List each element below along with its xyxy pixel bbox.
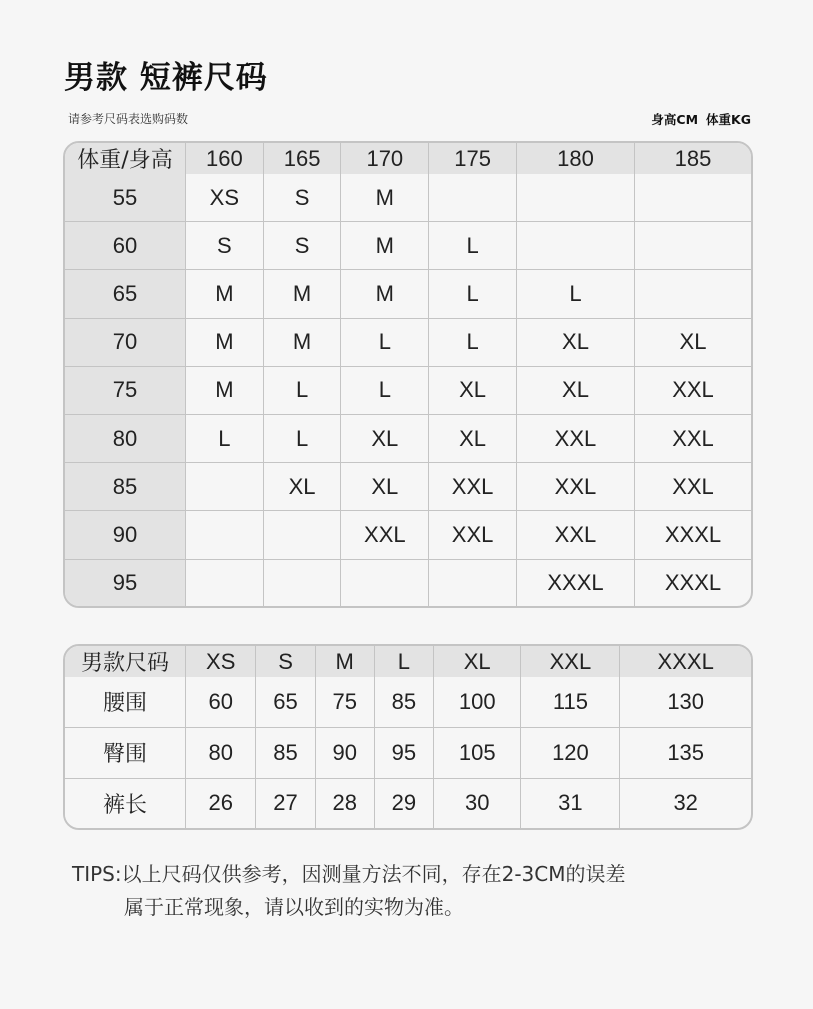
size-cell: M <box>341 174 429 222</box>
size-cell: XXL <box>517 511 635 559</box>
measurement-cell: 80 <box>186 728 256 779</box>
size-cell: XXL <box>341 511 429 559</box>
measurement-header-row <box>65 646 751 677</box>
measurement-cell: 100 <box>434 677 522 728</box>
size-header: S <box>256 646 315 677</box>
size-cell <box>264 560 342 607</box>
weight-label: 90 <box>65 511 186 559</box>
size-cell <box>186 511 264 559</box>
height-header: 160 <box>186 143 264 174</box>
weight-label: 80 <box>65 415 186 463</box>
measurement-cell: 28 <box>316 779 375 828</box>
size-cell: S <box>264 222 342 270</box>
size-cell: M <box>341 270 429 318</box>
size-chart-row <box>65 463 751 511</box>
size-cell <box>264 511 342 559</box>
subtitle-note: 请参考尺码表选购码数 <box>68 112 189 126</box>
measurement-cell: 85 <box>256 728 315 779</box>
size-cell: XL <box>429 367 517 415</box>
measurement-label: 裤长 <box>65 779 186 828</box>
height-header: 170 <box>341 143 429 174</box>
size-cell: L <box>429 270 517 318</box>
tips-line-2: 属于正常现象，请以收到的实物为准。 <box>124 895 464 919</box>
measurement-cell: 95 <box>375 728 434 779</box>
size-cell: L <box>341 367 429 415</box>
measurement-cell: 120 <box>521 728 620 779</box>
size-cell: XS <box>186 174 264 222</box>
size-cell: XXXL <box>635 511 751 559</box>
weight-label: 55 <box>65 174 186 222</box>
size-cell: L <box>264 415 342 463</box>
size-cell: XXL <box>517 415 635 463</box>
height-header: 180 <box>517 143 635 174</box>
measurement-row <box>65 728 751 779</box>
size-cell <box>341 560 429 607</box>
size-header: M <box>316 646 375 677</box>
size-header: XXL <box>521 646 620 677</box>
measurement-cell: 26 <box>186 779 256 828</box>
measurement-cell: 85 <box>375 677 434 728</box>
size-cell: XXL <box>517 463 635 511</box>
height-header: 165 <box>264 143 342 174</box>
size-cell: XXL <box>429 463 517 511</box>
size-cell <box>635 174 751 222</box>
measurement-corner-header: 男款尺码 <box>65 646 186 677</box>
weight-unit-label: 体重KG <box>706 112 751 127</box>
tips-line-1: TIPS:以上尺码仅供参考，因测量方法不同，存在2-3CM的误差 <box>72 862 626 886</box>
size-cell: XL <box>517 367 635 415</box>
size-cell: S <box>264 174 342 222</box>
size-cell: XL <box>264 463 342 511</box>
height-header: 175 <box>429 143 517 174</box>
size-cell: L <box>429 319 517 367</box>
size-cell: XXXL <box>664 569 722 595</box>
size-cell: XXL <box>635 367 751 415</box>
size-cell: L <box>264 367 342 415</box>
measurement-table <box>63 644 753 830</box>
size-chart-row <box>65 367 751 415</box>
measurement-cell: 105 <box>434 728 522 779</box>
size-chart-row <box>65 415 751 463</box>
size-chart-row <box>65 222 751 270</box>
size-chart-row <box>65 319 751 367</box>
size-header: L <box>375 646 434 677</box>
weight-label: 95 <box>65 560 186 607</box>
tips-note <box>72 858 626 924</box>
size-cell: XL <box>341 463 429 511</box>
size-cell: L <box>517 270 635 318</box>
size-cell <box>429 174 517 222</box>
size-cell <box>186 463 264 511</box>
size-cell: XXL <box>429 511 517 559</box>
measurement-cell: 65 <box>256 677 315 728</box>
measurement-row <box>65 779 751 828</box>
size-cell: L <box>429 222 517 270</box>
measurement-cell: 90 <box>316 728 375 779</box>
measurement-cell: 135 <box>620 728 751 779</box>
measurement-row <box>65 677 751 728</box>
size-cell: L <box>186 415 264 463</box>
measurement-label: 臀围 <box>65 728 186 779</box>
size-chart-table <box>63 141 753 608</box>
size-chart-row <box>65 270 751 318</box>
size-cell: M <box>186 319 264 367</box>
measurement-cell: 115 <box>521 677 620 728</box>
size-cell: M <box>264 270 342 318</box>
size-header: XL <box>434 646 522 677</box>
size-cell: XXL <box>635 463 751 511</box>
size-cell: XL <box>429 415 517 463</box>
size-cell <box>186 560 264 607</box>
measurement-cell: 130 <box>620 677 751 728</box>
weight-label: 75 <box>65 367 186 415</box>
measurement-cell: 29 <box>375 779 434 828</box>
size-cell: XL <box>635 319 751 367</box>
weight-label: 65 <box>65 270 186 318</box>
size-cell: S <box>186 222 264 270</box>
size-cell: M <box>186 270 264 318</box>
size-cell <box>635 270 751 318</box>
size-cell <box>635 222 751 270</box>
size-cell: XXL <box>635 415 751 463</box>
measurement-cell: 31 <box>521 779 620 828</box>
size-cell: M <box>186 367 264 415</box>
measurement-cell: 75 <box>316 677 375 728</box>
size-chart-corner-header: 体重/身高 <box>65 143 186 174</box>
height-unit-label: 身高CM <box>651 112 699 127</box>
weight-label: 70 <box>65 319 186 367</box>
measurement-cell: 27 <box>256 779 315 828</box>
measurement-label: 腰围 <box>65 677 186 728</box>
size-chart-row <box>65 174 751 222</box>
size-header: XXXL <box>620 646 751 677</box>
size-chart-row <box>65 511 751 559</box>
measurement-cell: 30 <box>434 779 522 828</box>
size-cell: L <box>341 319 429 367</box>
size-chart-header-row <box>65 143 751 174</box>
weight-label: 60 <box>65 222 186 270</box>
size-cell <box>429 560 517 607</box>
size-cell <box>517 174 635 222</box>
size-cell: M <box>264 319 342 367</box>
size-cell: XXXL <box>517 560 635 607</box>
size-cell <box>517 222 635 270</box>
weight-label: 85 <box>65 463 186 511</box>
page-title: 男款 短裤尺码 <box>64 60 268 96</box>
measurement-cell: 60 <box>186 677 256 728</box>
size-cell: XL <box>517 319 635 367</box>
height-header: 185 <box>635 143 751 174</box>
size-cell: XL <box>341 415 429 463</box>
size-chart-row <box>65 560 751 607</box>
size-header: XS <box>186 646 256 677</box>
units-legend <box>651 110 751 128</box>
size-cell: M <box>341 222 429 270</box>
measurement-cell: 32 <box>673 790 698 816</box>
